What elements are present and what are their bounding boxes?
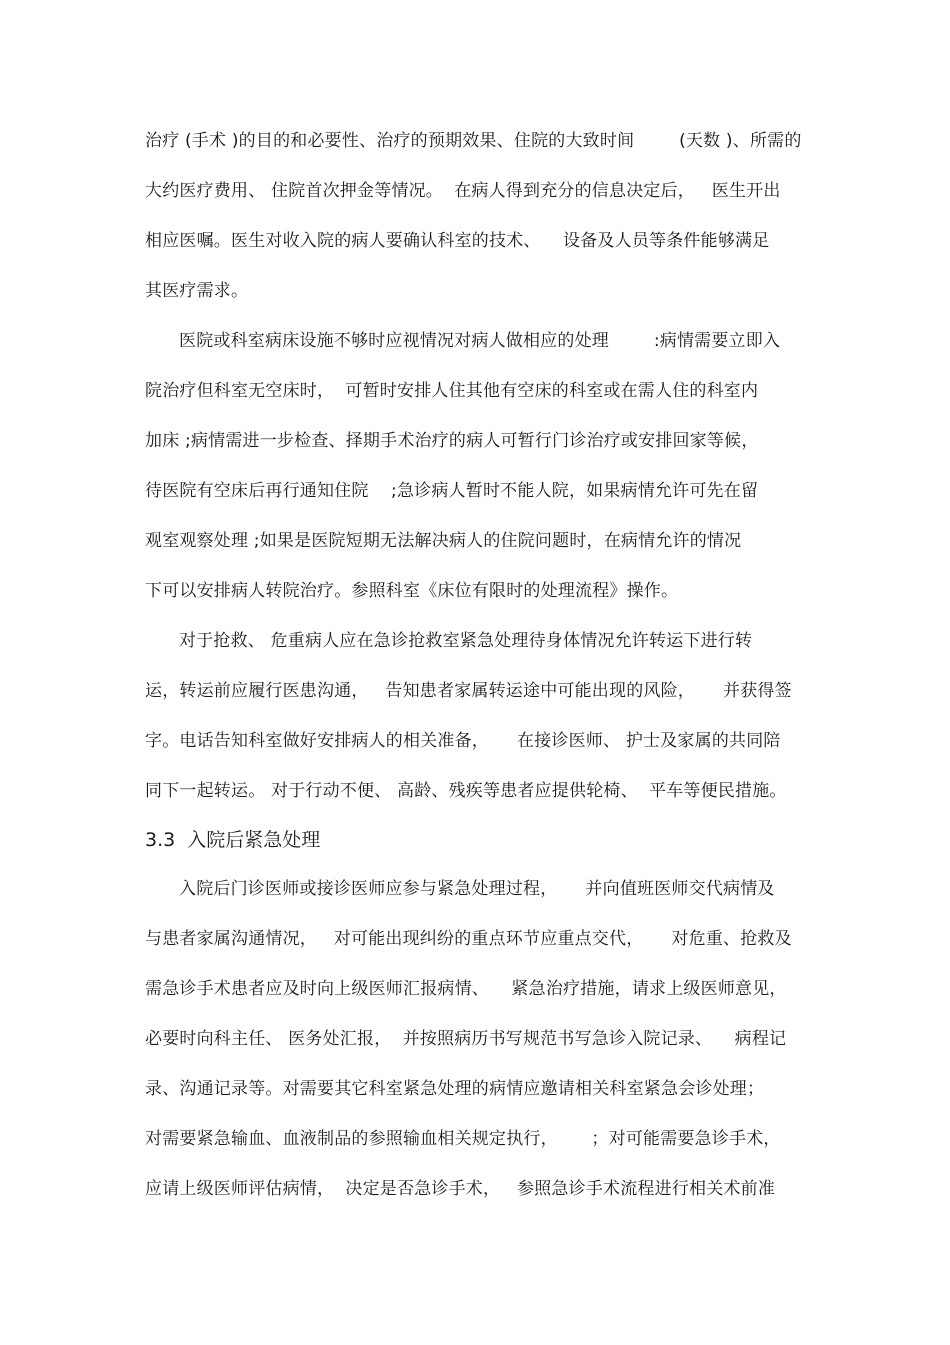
text-line: 必要时向科主任、 医务处汇报， 并按照病历书写规范书写急诊入院记录、 病程记 bbox=[145, 1029, 787, 1049]
text-line: 其医疗需求。 bbox=[145, 281, 249, 301]
text-line: 相应医嘱。医生对收入院的病人要确认科室的技术、 设备及人员等条件能够满足 bbox=[145, 231, 770, 251]
text-line: 大约医疗费用、 住院首次押金等情况。 在病人得到充分的信息决定后， 医生开出 bbox=[145, 181, 781, 201]
text-line: 同下一起转运。 对于行动不便、 高龄、残疾等患者应提供轮椅、 平车等便民措施。 bbox=[145, 781, 787, 801]
text-line: 应请上级医师评估病情， 决定是否急诊手术， 参照急诊手术流程进行相关术前准 bbox=[145, 1179, 776, 1199]
text-line: 对于抢救、 危重病人应在急诊抢救室紧急处理待身体情况允许转运下进行转 bbox=[179, 631, 753, 651]
text-line: 录、沟通记录等。对需要其它科室紧急处理的病情应邀请相关科室紧急会诊处理； bbox=[145, 1079, 765, 1099]
text-line: 下可以安排病人转院治疗。参照科室《床位有限时的处理流程》操作。 bbox=[145, 581, 679, 601]
text-line: 观室观察处理 ;如果是医院短期无法解决病人的住院问题时，在病情允许的情况 bbox=[145, 531, 742, 551]
text-line: 对需要紧急输血、血液制品的参照输血相关规定执行， ；对可能需要急诊手术， bbox=[145, 1129, 781, 1149]
text-line: 医院或科室病床设施不够时应视情况对病人做相应的处理 :病情需要立即入 bbox=[179, 331, 781, 351]
text-line: 需急诊手术患者应及时向上级医师汇报病情、 紧急治疗措施，请求上级医师意见， bbox=[145, 979, 787, 999]
text-line: 入院后门诊医师或接诊医师应参与紧急处理过程， 并向值班医师交代病情及 bbox=[179, 879, 775, 899]
section-heading: 3.3 入院后紧急处理 bbox=[145, 829, 321, 851]
text-line: 待医院有空床后再行通知住院 ;急诊病人暂时不能人院，如果病情允许可先在留 bbox=[145, 481, 759, 501]
text-line: 治疗 (手术 )的目的和必要性、治疗的预期效果、住院的大致时间 (天数 )、所需的 bbox=[145, 131, 802, 151]
text-line: 加床 ;病情需进一步检查、择期手术治疗的病人可暂行门诊治疗或安排回家等候， bbox=[145, 431, 759, 451]
text-line: 与患者家属沟通情况， 对可能出现纠纷的重点环节应重点交代， 对危重、抢救及 bbox=[145, 929, 792, 949]
text-line: 运，转运前应履行医患沟通， 告知患者家属转运途中可能出现的风险， 并获得签 bbox=[145, 681, 792, 701]
text-line: 院治疗但科室无空床时， 可暂时安排人住其他有空床的科室或在需人住的科室内 bbox=[145, 381, 759, 401]
text-line: 字。电话告知科室做好安排病人的相关准备， 在接诊医师、 护士及家属的共同陪 bbox=[145, 731, 781, 751]
